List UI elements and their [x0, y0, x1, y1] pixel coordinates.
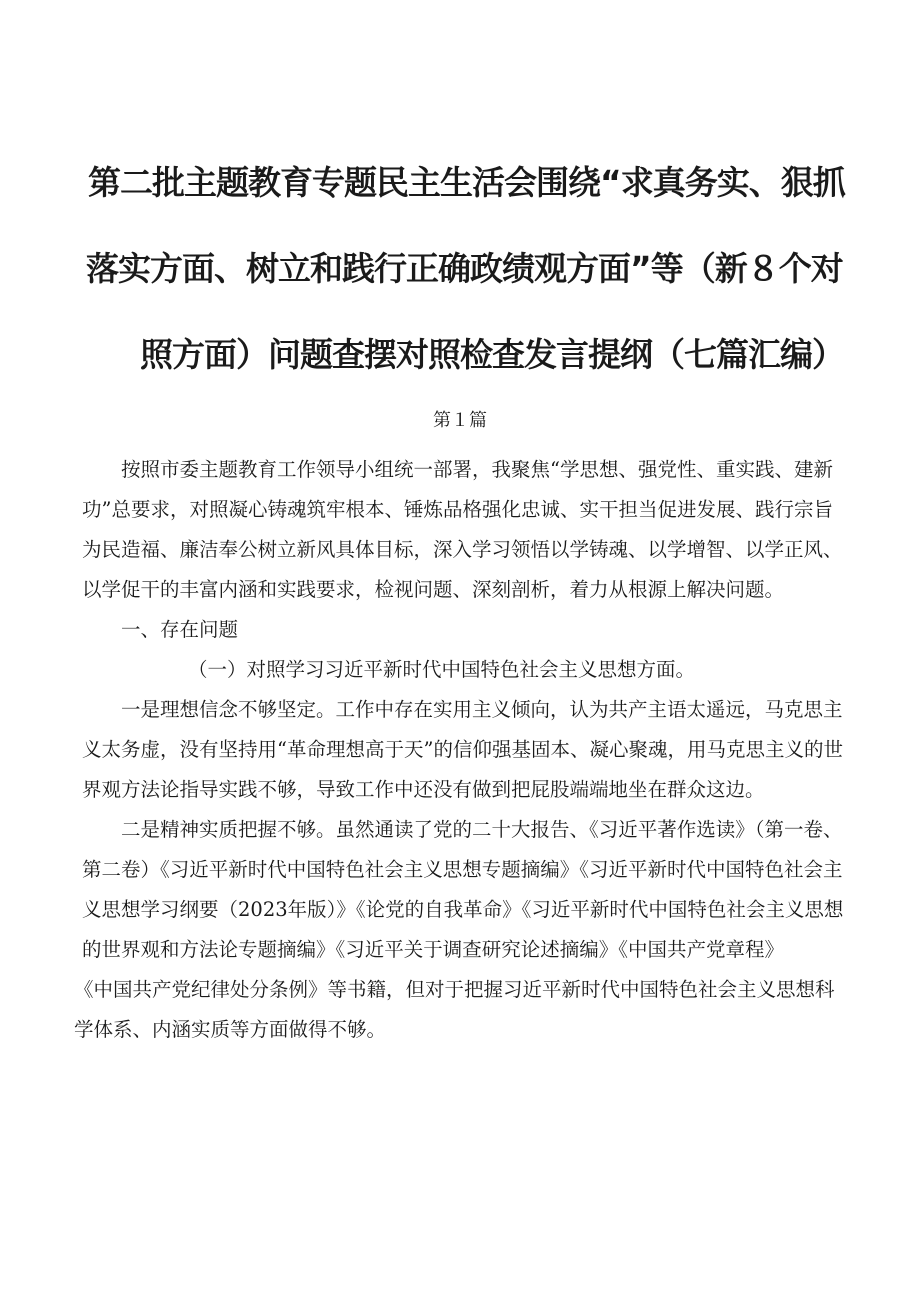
title-line-2: 落实方面、树立和践行正确政绩观方面”等（新８个对 [86, 249, 843, 288]
subsection-heading: （一）对照学习习近平新时代中国特色社会主义思想方面。 [188, 658, 696, 681]
title-line-1: 第二批主题教育专题民主生活会围绕“求真务实、狠抓 [88, 163, 845, 202]
document-body [74, 450, 852, 1050]
title-line-3: 照方面）问题查摆对照检查发言提纲（七篇汇编） [140, 335, 844, 374]
section-heading: 一、存在问题 [121, 618, 239, 641]
paragraph-point-2-continued: 《中国共产党纪律处分条例》等书籍，但对于把握习近平新时代中国特色社会主义思想科学体系、内涵实质等方面做得不够。 [74, 978, 835, 1041]
paragraph-point-1: 一是理想信念不够坚定。工作中存在实用主义倾向，认为共产主语太遥远，马克思主义太务虚，没有坚持用“革命理想高于天”的信仰强基固本、凝心聚魂，用马克思主义的世界观方法论指导实践不够，导致工作中还没有做到把屁股端端地坐在群众这边。 [82, 698, 843, 801]
chapter-heading: 第１篇 [433, 410, 487, 431]
intro-paragraph: 按照市委主题教育工作领导小组统一部署，我聚焦“学思想、强党性、重实践、建新功”总要求，对照凝心铸魂筑牢根本、锤炼品格强化忠诚、实干担当促进发展、践行宗旨为民造福、廉洁奉公树立新风具体目标，深入学习领悟以学铸魂、以学增智、以学正风、以学促干的丰富内涵和实践要求，检视问题、深刻剖析，着力从根源上解决问题。 [82, 458, 843, 601]
paragraph-point-2: 二是精神实质把握不够。虽然通读了党的二十大报告、《习近平著作选读》（第一卷、第二卷）《习近平新时代中国特色社会主义思想专题摘编》《习近平新时代中国特色社会主义思想学习纲要（2023年版）》《论党的自我革命》《习近平新时代中国特色社会主义思想的世界观和方法论专题摘编》《习近平关于调查研究论述摘编》《中国共产党章程》 [82, 818, 844, 961]
document-title [60, 140, 860, 398]
